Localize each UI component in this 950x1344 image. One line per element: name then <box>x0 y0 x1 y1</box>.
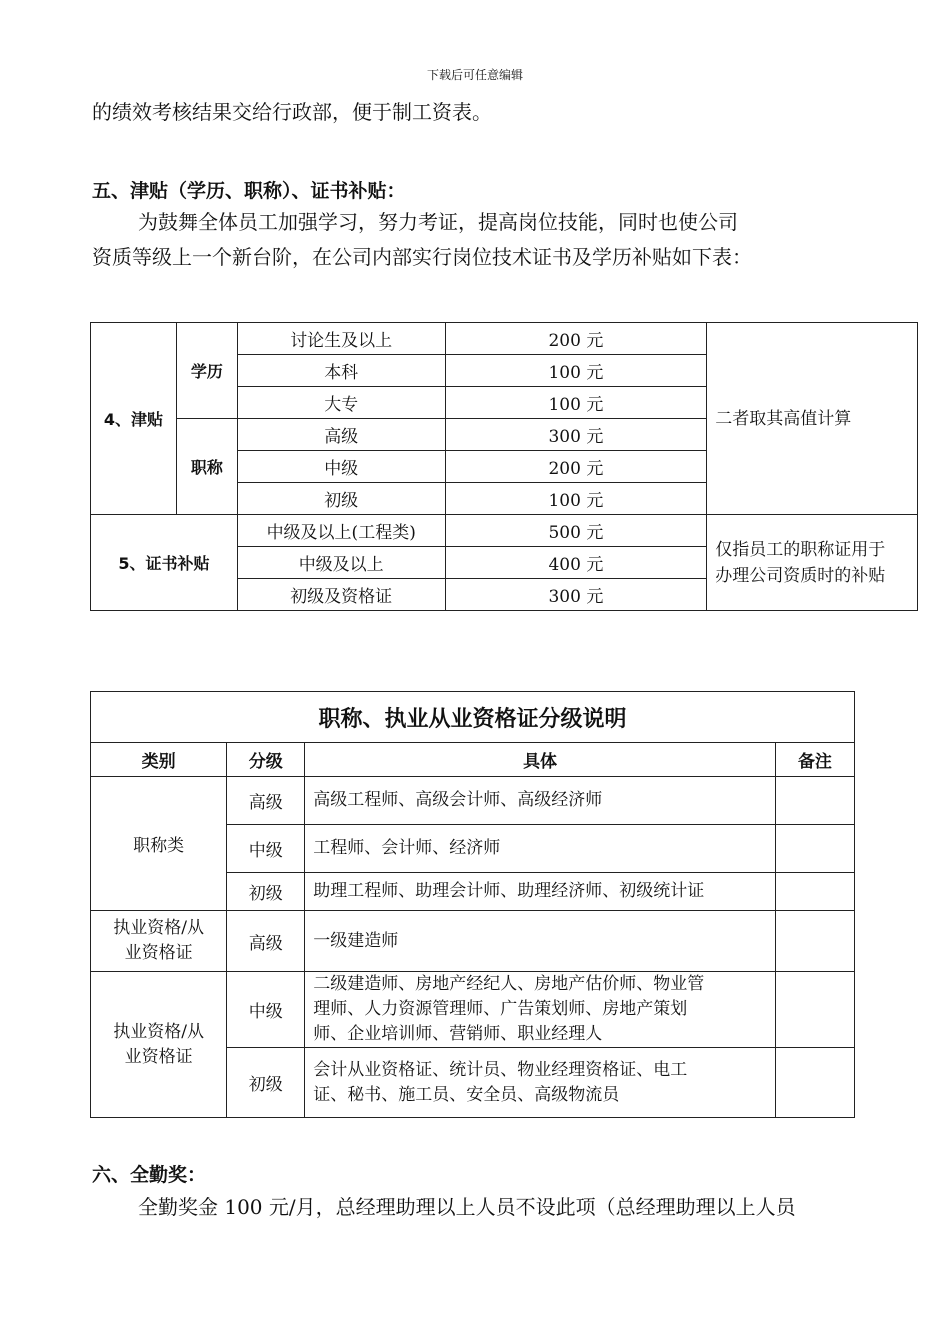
amount-cell: 200 元 <box>445 451 707 483</box>
note-cert <box>707 515 918 611</box>
detail-cell <box>305 972 776 1048</box>
detail-cell <box>305 1048 776 1118</box>
item-cell: 中级 <box>237 451 445 483</box>
intro-line: 的绩效考核结果交给行政部，便于制工资表。 <box>92 100 492 124</box>
remark-cell <box>775 873 854 911</box>
level-cell: 中级 <box>227 825 305 873</box>
remark-cell <box>775 777 854 825</box>
amount-cell: 100 元 <box>445 387 707 419</box>
qualification-table-title: 职称、执业从业资格证分级说明 <box>91 692 855 743</box>
item-cell: 高级 <box>237 419 445 451</box>
amount-cell: 200 元 <box>445 323 707 355</box>
item-cell: 大专 <box>237 387 445 419</box>
table-row <box>91 972 855 1048</box>
level-cell: 中级 <box>227 972 305 1048</box>
item-cell: 初级及资格证 <box>237 579 445 611</box>
amount-cell: 100 元 <box>445 483 707 515</box>
table-row <box>91 515 918 547</box>
level-cell: 高级 <box>227 777 305 825</box>
category-cell: 职称类 <box>91 777 227 911</box>
table-row <box>91 911 855 972</box>
amount-cell: 500 元 <box>445 515 707 547</box>
amount-cell: 100 元 <box>445 355 707 387</box>
remark-cell <box>775 911 854 972</box>
level-cell: 高级 <box>227 911 305 972</box>
sub-education: 学历 <box>176 323 237 419</box>
detail-cell: 工程师、会计师、经济师 <box>305 825 776 873</box>
category-cell <box>91 911 227 972</box>
level-cell: 初级 <box>227 1048 305 1118</box>
category-line1: 执业资格/从 <box>113 918 204 938</box>
group-allowance: 4、津贴 <box>91 323 177 515</box>
sub-title: 职称 <box>176 419 237 515</box>
table-row <box>91 777 855 825</box>
table-row <box>91 323 918 355</box>
section6-para: 全勤奖金 100 元/月，总经理助理以上人员不设此项（总经理助理以上人员 <box>138 1195 796 1219</box>
detail-line1: 二级建造师、房地产经纪人、房地产估价师、物业管 <box>313 974 705 994</box>
item-cell: 讨论生及以上 <box>237 323 445 355</box>
note-cert-line1: 仅指员工的职称证用于 <box>715 539 886 560</box>
section5-para-line2: 资质等级上一个新台阶，在公司内部实行岗位技术证书及学历补贴如下表： <box>92 245 752 269</box>
remark-cell <box>775 825 854 873</box>
note-allowance: 二者取其高值计算 <box>707 323 918 515</box>
detail-line2: 理师、人力资源管理师、广告策划师、房地产策划 <box>313 999 688 1019</box>
section5-heading: 五、津贴（学历、职称）、证书补贴： <box>92 180 406 202</box>
level-cell: 初级 <box>227 873 305 911</box>
header-category: 类别 <box>91 743 227 777</box>
header-detail: 具体 <box>305 743 776 777</box>
detail-cell: 一级建造师 <box>305 911 776 972</box>
remark-cell <box>775 1048 854 1118</box>
detail-line1: 会计从业资格证、统计员、物业经理资格证、电工 <box>313 1059 688 1080</box>
item-cell: 中级及以上(工程类) <box>237 515 445 547</box>
category-line2: 业资格证 <box>124 943 193 963</box>
category-line2: 业资格证 <box>124 1046 193 1067</box>
amount-cell: 300 元 <box>445 579 707 611</box>
remark-cell <box>775 972 854 1048</box>
detail-cell: 高级工程师、高级会计师、高级经济师 <box>305 777 776 825</box>
amount-cell: 300 元 <box>445 419 707 451</box>
section6-heading: 六、全勤奖： <box>92 1164 207 1186</box>
qualification-table <box>90 691 855 1118</box>
table-header-row <box>91 743 855 777</box>
item-cell: 中级及以上 <box>237 547 445 579</box>
page-header: 下载后可任意编辑 <box>426 68 523 82</box>
detail-line2: 证、秘书、施工员、安全员、高级物流员 <box>313 1084 620 1105</box>
group-cert: 5、证书补贴 <box>91 515 238 611</box>
allowance-table <box>90 322 918 611</box>
amount-cell: 400 元 <box>445 547 707 579</box>
category-cell <box>91 972 227 1118</box>
category-line1: 执业资格/从 <box>113 1021 204 1042</box>
detail-line3: 师、企业培训师、营销师、职业经理人 <box>313 1024 603 1044</box>
item-cell: 初级 <box>237 483 445 515</box>
item-cell: 本科 <box>237 355 445 387</box>
detail-cell: 助理工程师、助理会计师、助理经济师、初级统计证 <box>305 873 776 911</box>
header-remark: 备注 <box>775 743 854 777</box>
note-cert-line2: 办理公司资质时的补贴 <box>715 565 886 586</box>
header-level: 分级 <box>227 743 305 777</box>
section5-para-line1: 为鼓舞全体员工加强学习，努力考证，提高岗位技能，同时也使公司 <box>138 210 738 234</box>
table-title-row <box>91 692 855 743</box>
